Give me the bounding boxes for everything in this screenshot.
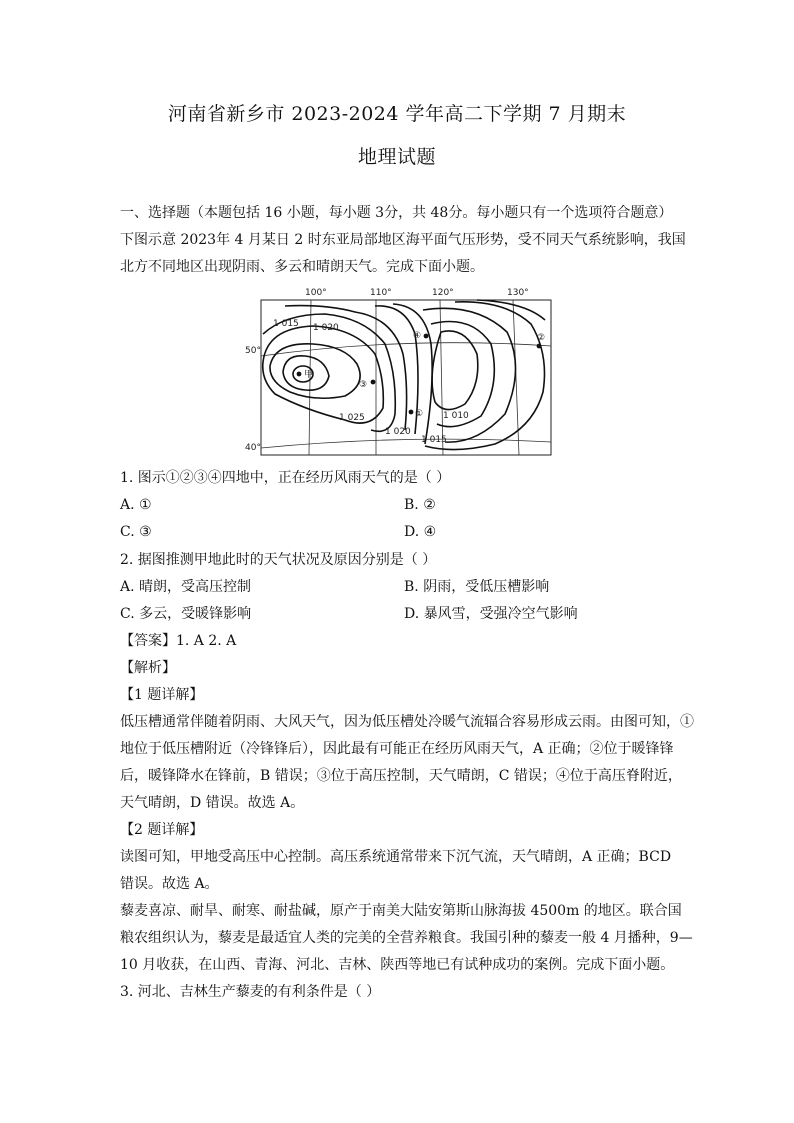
q1-option-c[interactable]: C. ③ [120, 524, 152, 540]
lon-label: 100° [305, 288, 327, 298]
point-label: ② [537, 333, 546, 343]
point-dot [409, 410, 414, 415]
analysis-label: 【解析】 [120, 660, 176, 676]
isobar-label: 1 010 [443, 411, 469, 421]
point-dot [297, 372, 302, 377]
point-label: ④ [413, 331, 422, 341]
passage2-line: 粮农组织认为，藜麦是最适宜人类的完美的全营养粮食。我国引种的藜麦一般 4 月播种，9— [120, 930, 693, 946]
point-dot [537, 344, 542, 349]
q2-option-c[interactable]: C. 多云，受暖锋影响 [120, 606, 252, 622]
point-dot [371, 380, 376, 385]
point-label: ① [415, 409, 424, 419]
lon-label: 120° [432, 288, 454, 298]
page-subtitle: 地理试题 [357, 146, 436, 168]
detail-2-text: 读图可知，甲地受高压中心控制。高压系统通常带来下沉气流，天气晴朗，A 正确；BCD [120, 849, 672, 865]
lat-label: 50° [245, 346, 261, 356]
q2-option-d[interactable]: D. 暴风雪，受强冷空气影响 [404, 606, 578, 622]
passage2-line: 藜麦喜凉、耐旱、耐寒、耐盐碱，原产于南美大陆安第斯山脉海拔 4500m 的地区。联合国 [120, 903, 682, 919]
passage2-line: 10 月收获，在山西、青海、河北、吉林、陕西等地已有试种成功的案例。完成下面小题。 [120, 957, 675, 973]
section-intro: 一、选择题（本题包括 16 小题，每小题 3分，共 48分。每小题只有一个选项符合题意） [120, 205, 673, 221]
lon-label: 110° [370, 288, 392, 298]
detail-2-label: 【2 题详解】 [120, 822, 204, 838]
lon-label: 130° [507, 288, 529, 298]
isobar-label: 1 015 [421, 435, 447, 445]
isobar-label: 1 020 [385, 427, 411, 437]
question-2-stem: 2. 据图推测甲地此时的天气状况及原因分别是（ ） [120, 552, 437, 568]
isobar-label: 1 025 [339, 413, 365, 423]
q1-option-d[interactable]: D. ④ [404, 524, 437, 540]
answer-line: 【答案】1. A 2. A [120, 633, 237, 649]
q1-option-a[interactable]: A. ① [120, 497, 152, 513]
question-1-stem: 1. 图示①②③④四地中，正在经历风雨天气的是（ ） [120, 470, 451, 486]
passage1-line: 下图示意 2023年 4 月某日 2 时东亚局部地区海平面气压形势，受不同天气系统影响，我国 [120, 232, 686, 248]
isobar-map [245, 284, 555, 459]
detail-1-text: 地位于低压槽附近（冷锋锋后），因此最有可能正在经历风雨天气，A 正确；②位于暖锋锋 [120, 741, 674, 757]
lat-label: 40° [245, 443, 261, 453]
detail-1-text: 天气晴朗，D 错误。故选 A。 [120, 795, 305, 811]
point-label: ③ [359, 380, 368, 390]
detail-1-text: 低压槽通常伴随着阴雨、大风天气，因为低压槽处冷暖气流辐合容易形成云雨。由图可知，① [120, 714, 694, 730]
point-dot [424, 334, 429, 339]
point-label: 甲 [304, 370, 314, 380]
passage1-line: 北方不同地区出现阴雨、多云和晴朗天气。完成下面小题。 [120, 259, 484, 275]
question-3-stem: 3. 河北、吉林生产藜麦的有利条件是（ ） [120, 984, 381, 1000]
isobar-label: 1 020 [313, 323, 339, 333]
q2-option-a[interactable]: A. 晴朗，受高压控制 [120, 579, 252, 595]
isobar-label: 1 015 [273, 319, 299, 329]
detail-1-text: 后，暖锋降水在锋前，B 错误；③位于高压控制，天气晴朗，C 错误；④位于高压脊附近， [120, 768, 682, 784]
q2-option-b[interactable]: B. 阴雨，受低压槽影响 [404, 579, 550, 595]
detail-2-text: 错误。故选 A。 [120, 876, 219, 892]
detail-1-label: 【1 题详解】 [120, 687, 204, 703]
q1-option-b[interactable]: B. ② [404, 497, 436, 513]
page-title: 河南省新乡市 2023-2024 学年高二下学期 7 月期末 [167, 103, 627, 125]
